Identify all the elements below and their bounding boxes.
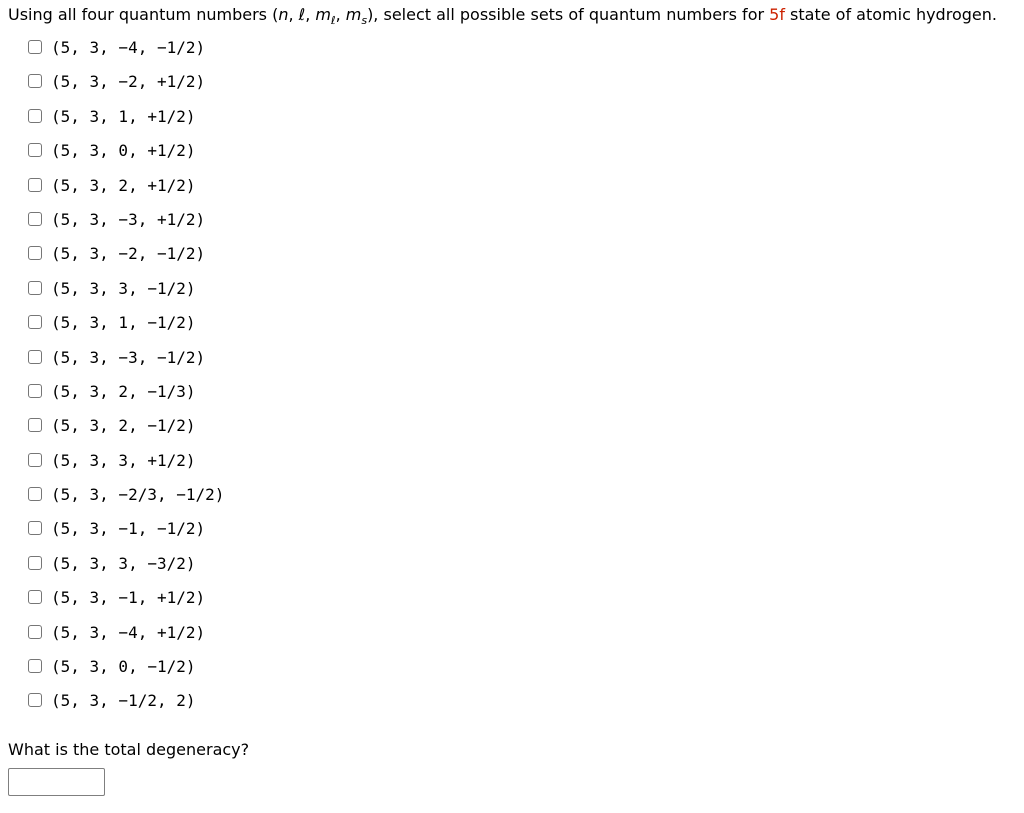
answer-option[interactable] xyxy=(28,518,224,552)
option-label: (5, 3, 2, −1/2) xyxy=(51,416,196,436)
option-label: (5, 3, 2, +1/2) xyxy=(51,175,196,195)
question-separator: , xyxy=(288,5,299,24)
state-highlight: 5f xyxy=(769,5,785,24)
option-label: (5, 3, −2, +1/2) xyxy=(51,72,206,92)
option-checkbox[interactable] xyxy=(28,556,42,570)
option-label: (5, 3, −4, −1/2) xyxy=(51,38,206,57)
option-checkbox[interactable] xyxy=(28,625,42,639)
option-label: (5, 3, −1, +1/2) xyxy=(51,588,206,608)
answer-option[interactable] xyxy=(28,553,224,587)
option-checkbox[interactable] xyxy=(28,487,42,501)
option-checkbox[interactable] xyxy=(28,178,42,192)
quantum-number-ml-subscript: ℓ xyxy=(331,14,336,27)
option-checkbox[interactable] xyxy=(28,350,42,364)
quantum-number-l: ℓ xyxy=(298,5,306,24)
option-label: (5, 3, −2, −1/2) xyxy=(51,244,206,264)
answer-option[interactable] xyxy=(28,587,224,621)
question-suffix: state of atomic hydrogen. xyxy=(784,5,997,24)
answer-option[interactable] xyxy=(28,140,224,174)
question-middle: ), select all possible sets of quantum numbers for xyxy=(367,5,770,24)
answer-option[interactable] xyxy=(28,347,224,381)
option-label: (5, 3, −3, +1/2) xyxy=(51,209,206,229)
answer-option[interactable] xyxy=(28,484,224,518)
option-checkbox[interactable] xyxy=(28,315,42,329)
answer-option[interactable] xyxy=(28,243,224,277)
option-label: (5, 3, 1, −1/2) xyxy=(51,313,196,333)
option-label: (5, 3, −1/2, 2) xyxy=(51,691,196,711)
question-prefix: Using all four quantum numbers ( xyxy=(8,5,279,24)
option-checkbox[interactable] xyxy=(28,659,42,673)
answer-option[interactable] xyxy=(28,450,224,484)
answer-option[interactable] xyxy=(28,622,224,656)
answer-option[interactable] xyxy=(28,175,224,209)
question-separator: , xyxy=(305,5,316,24)
answer-option[interactable] xyxy=(28,312,224,346)
option-label: (5, 3, 0, +1/2) xyxy=(51,141,196,161)
answer-option[interactable] xyxy=(28,381,224,415)
answer-options-list xyxy=(28,37,224,725)
option-checkbox[interactable] xyxy=(28,40,42,54)
answer-option[interactable] xyxy=(28,278,224,312)
option-checkbox[interactable] xyxy=(28,281,42,295)
option-label: (5, 3, 2, −1/3) xyxy=(51,381,196,401)
option-label: (5, 3, 3, +1/2) xyxy=(51,450,196,470)
option-checkbox[interactable] xyxy=(28,109,42,123)
option-checkbox[interactable] xyxy=(28,246,42,260)
option-label: (5, 3, −2/3, −1/2) xyxy=(51,485,225,505)
answer-option[interactable] xyxy=(28,415,224,449)
option-checkbox[interactable] xyxy=(28,590,42,604)
answer-option[interactable] xyxy=(28,209,224,243)
option-label: (5, 3, −4, +1/2) xyxy=(51,622,206,642)
answer-option[interactable] xyxy=(28,37,224,71)
option-label: (5, 3, 0, −1/2) xyxy=(51,657,196,677)
answer-option[interactable] xyxy=(28,690,224,724)
option-checkbox[interactable] xyxy=(28,693,42,707)
degeneracy-prompt: What is the total degeneracy? xyxy=(8,740,250,759)
answer-option[interactable] xyxy=(28,71,224,105)
answer-option[interactable] xyxy=(28,106,224,140)
option-label: (5, 3, 3, −1/2) xyxy=(51,278,196,298)
option-checkbox[interactable] xyxy=(28,212,42,226)
option-label: (5, 3, 1, +1/2) xyxy=(51,106,196,126)
option-label: (5, 3, −3, −1/2) xyxy=(51,347,206,367)
quantum-number-ms-symbol: m xyxy=(345,5,362,24)
degeneracy-input[interactable] xyxy=(8,768,105,796)
option-label: (5, 3, −1, −1/2) xyxy=(51,519,206,539)
quantum-number-ml-symbol: m xyxy=(315,5,332,24)
option-checkbox[interactable] xyxy=(28,143,42,157)
option-checkbox[interactable] xyxy=(28,74,42,88)
option-label: (5, 3, 3, −3/2) xyxy=(51,553,196,573)
quantum-number-ml xyxy=(315,5,336,27)
option-checkbox[interactable] xyxy=(28,418,42,432)
option-checkbox[interactable] xyxy=(28,521,42,535)
answer-option[interactable] xyxy=(28,656,224,690)
quantum-number-ms xyxy=(345,5,368,27)
option-checkbox[interactable] xyxy=(28,384,42,398)
question-text xyxy=(8,4,997,26)
quantum-number-ms-subscript: s xyxy=(361,14,368,27)
option-checkbox[interactable] xyxy=(28,453,42,467)
question-separator: , xyxy=(335,5,346,24)
quantum-number-n: n xyxy=(278,5,289,24)
